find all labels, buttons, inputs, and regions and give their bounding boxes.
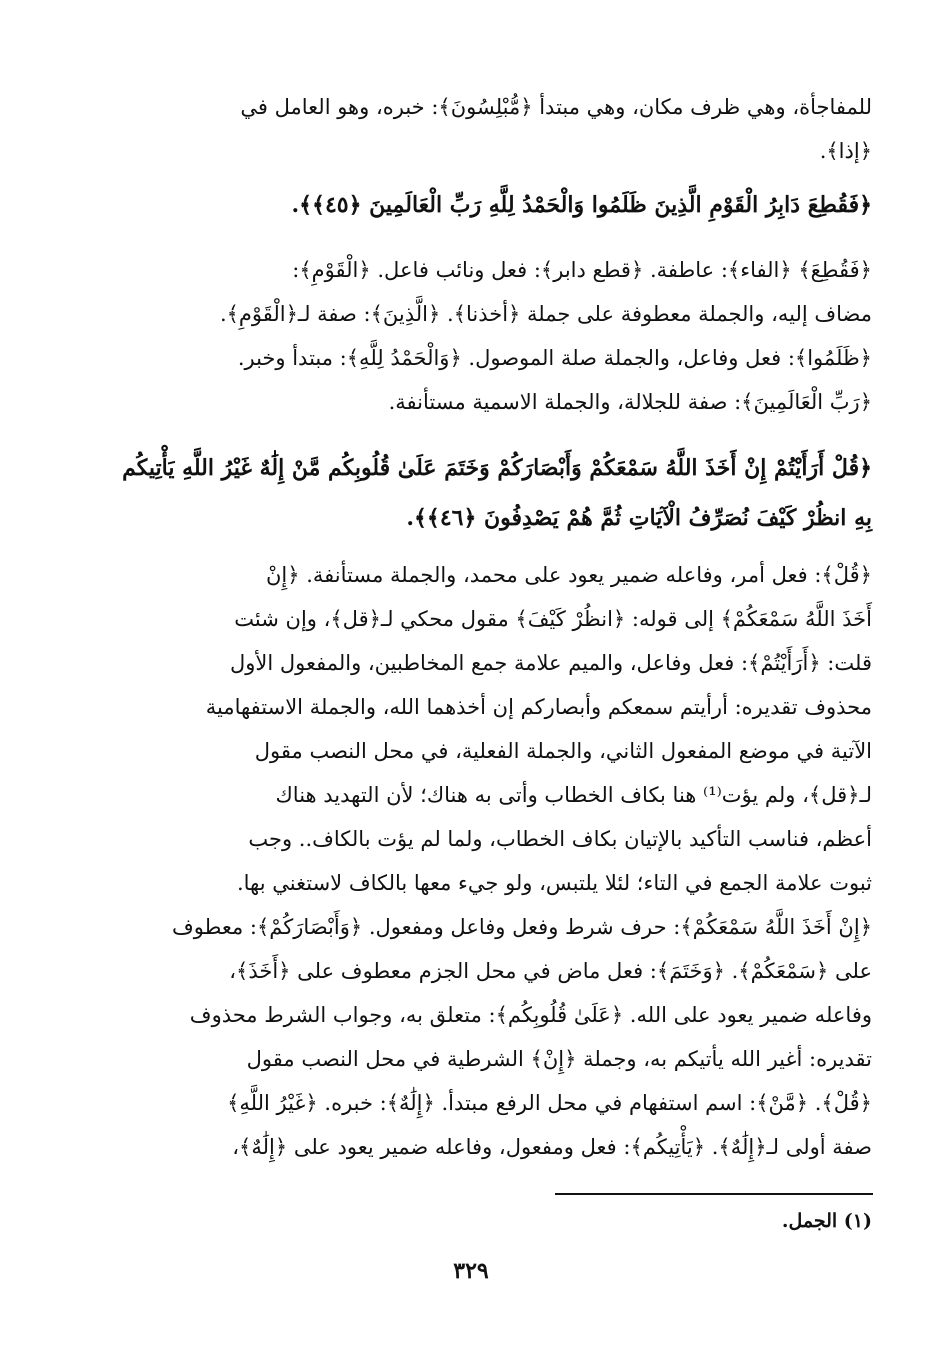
- text-line: ﴿فَقُطِعَ﴾ ﴿الفاء﴾: عاطفة. ﴿قطع دابر﴾: فعل ونائب فاعل. ﴿الْقَوْمِ﴾:: [292, 258, 872, 282]
- intro-paragraph: [102, 85, 872, 173]
- quran-verse-46: [102, 443, 872, 543]
- text-line: أَخَذَ اللَّهُ سَمْعَكُمْ﴾ إلى قوله: ﴿انظُرْ كَيْفَ﴾ مقول محكي لـ﴿قل﴾، وإن شئت: [234, 607, 872, 631]
- text-line: للمفاجأة، وهي ظرف مكان، وهي مبتدأ ﴿مُّبْلِسُونَ﴾: خبره، وهو العامل في: [240, 95, 872, 119]
- text-line: ﴿إِنْ أَخَذَ اللَّهُ سَمْعَكُمْ﴾: حرف شرط وفعل وفاعل ومفعول. ﴿وَأَبْصَارَكُمْ﴾: معطوف: [172, 915, 872, 939]
- verse-line: بِهِ انظُرْ كَيْفَ نُصَرِّفُ الْآيَاتِ ثُمَّ هُمْ يَصْدِفُونَ ﴿٤٦﴾﴾.: [406, 505, 872, 531]
- text-line: ﴿رَبِّ الْعَالَمِينَ﴾: صفة للجلالة، والجملة الاسمية مستأنفة.: [388, 390, 872, 414]
- text-line: الآتية في موضع المفعول الثاني، والجملة الفعلية، في محل النصب مقول: [254, 739, 872, 763]
- page-number: ٣٢٩: [453, 1258, 489, 1284]
- text-line: تقديره: أغير الله يأتيكم به، وجملة ﴿إِنْ﴾ الشرطية في محل النصب مقول: [246, 1047, 872, 1071]
- text-line: ﴿قُلْ﴾. ﴿مَّنْ﴾: اسم استفهام في محل الرفع مبتدأ. ﴿إِلَٰهٌ﴾: خبره. ﴿غَيْرُ اللَّهِ﴾: [227, 1091, 872, 1115]
- footnote-divider: [555, 1193, 873, 1195]
- text-line: أعظم، فناسب التأكيد بالإتيان بكاف الخطاب، ولما لم يؤت بالكاف.. وجب: [248, 827, 872, 851]
- analysis-verse-46: [102, 553, 872, 1169]
- text-line: محذوف تقديره: أرأيتم سمعكم وأبصاركم إن أخذهما الله، والجملة الاستفهامية: [205, 695, 872, 719]
- text-line: قلت: ﴿أَرَأَيْتُمْ﴾: فعل وفاعل، والميم علامة جمع المخاطبين، والمفعول الأول: [229, 651, 872, 675]
- verse-line: ﴿فَقُطِعَ دَابِرُ الْقَوْمِ الَّذِينَ ظَلَمُوا وَالْحَمْدُ لِلَّهِ رَبِّ الْعَالَمِينَ ﴿٤٥﴾﴾.: [291, 192, 872, 218]
- analysis-verse-45: [102, 248, 872, 424]
- quran-verse-45: [102, 180, 872, 230]
- text-line: وفاعله ضمير يعود على الله. ﴿عَلَىٰ قُلُوبِكُم﴾: متعلق به، وجواب الشرط محذوف: [189, 1003, 872, 1027]
- verse-line: ﴿قُلْ أَرَأَيْتُمْ إِنْ أَخَذَ اللَّهُ سَمْعَكُمْ وَأَبْصَارَكُمْ وَخَتَمَ عَلَىٰ قُلُوبِكُم مَّنْ إِلَٰهٌ غَيْرُ اللَّهِ يَأْتِيكُم: [122, 455, 872, 481]
- text-line: لـ﴿قل﴾، ولم يؤت⁽¹⁾ هنا بكاف الخطاب وأتى به هناك؛ لأن التهديد هناك: [275, 783, 872, 807]
- text-line: ﴿ظَلَمُوا﴾: فعل وفاعل، والجملة صلة الموصول. ﴿وَالْحَمْدُ لِلَّهِ﴾: مبتدأ وخبر.: [237, 346, 872, 370]
- text-line: مضاف إليه، والجملة معطوفة على جملة ﴿أخذنا﴾. ﴿الَّذِينَ﴾: صفة لـ﴿الْقَوْمِ﴾.: [219, 302, 872, 326]
- text-line: على ﴿سَمْعَكُمْ﴾. ﴿وَخَتَمَ﴾: فعل ماض في محل الجزم معطوف على ﴿أَخَذَ﴾،: [229, 959, 872, 983]
- footnote: (١) الجمل.: [781, 1210, 872, 1232]
- text-line: ﴿قُلْ﴾: فعل أمر، وفاعله ضمير يعود على محمد، والجملة مستأنفة. ﴿إِنْ: [266, 563, 872, 587]
- text-line: ثبوت علامة الجمع في التاء؛ لئلا يلتبس، ولو جيء معها بالكاف لاستغني بها.: [236, 871, 872, 895]
- text-line: ﴿إذا﴾.: [819, 139, 872, 163]
- text-line: صفة أولى لـ﴿إِلَٰهٌ﴾. ﴿يَأْتِيكُم﴾: فعل ومفعول، وفاعله ضمير يعود على ﴿إِلَٰهٌ﴾،: [232, 1135, 872, 1159]
